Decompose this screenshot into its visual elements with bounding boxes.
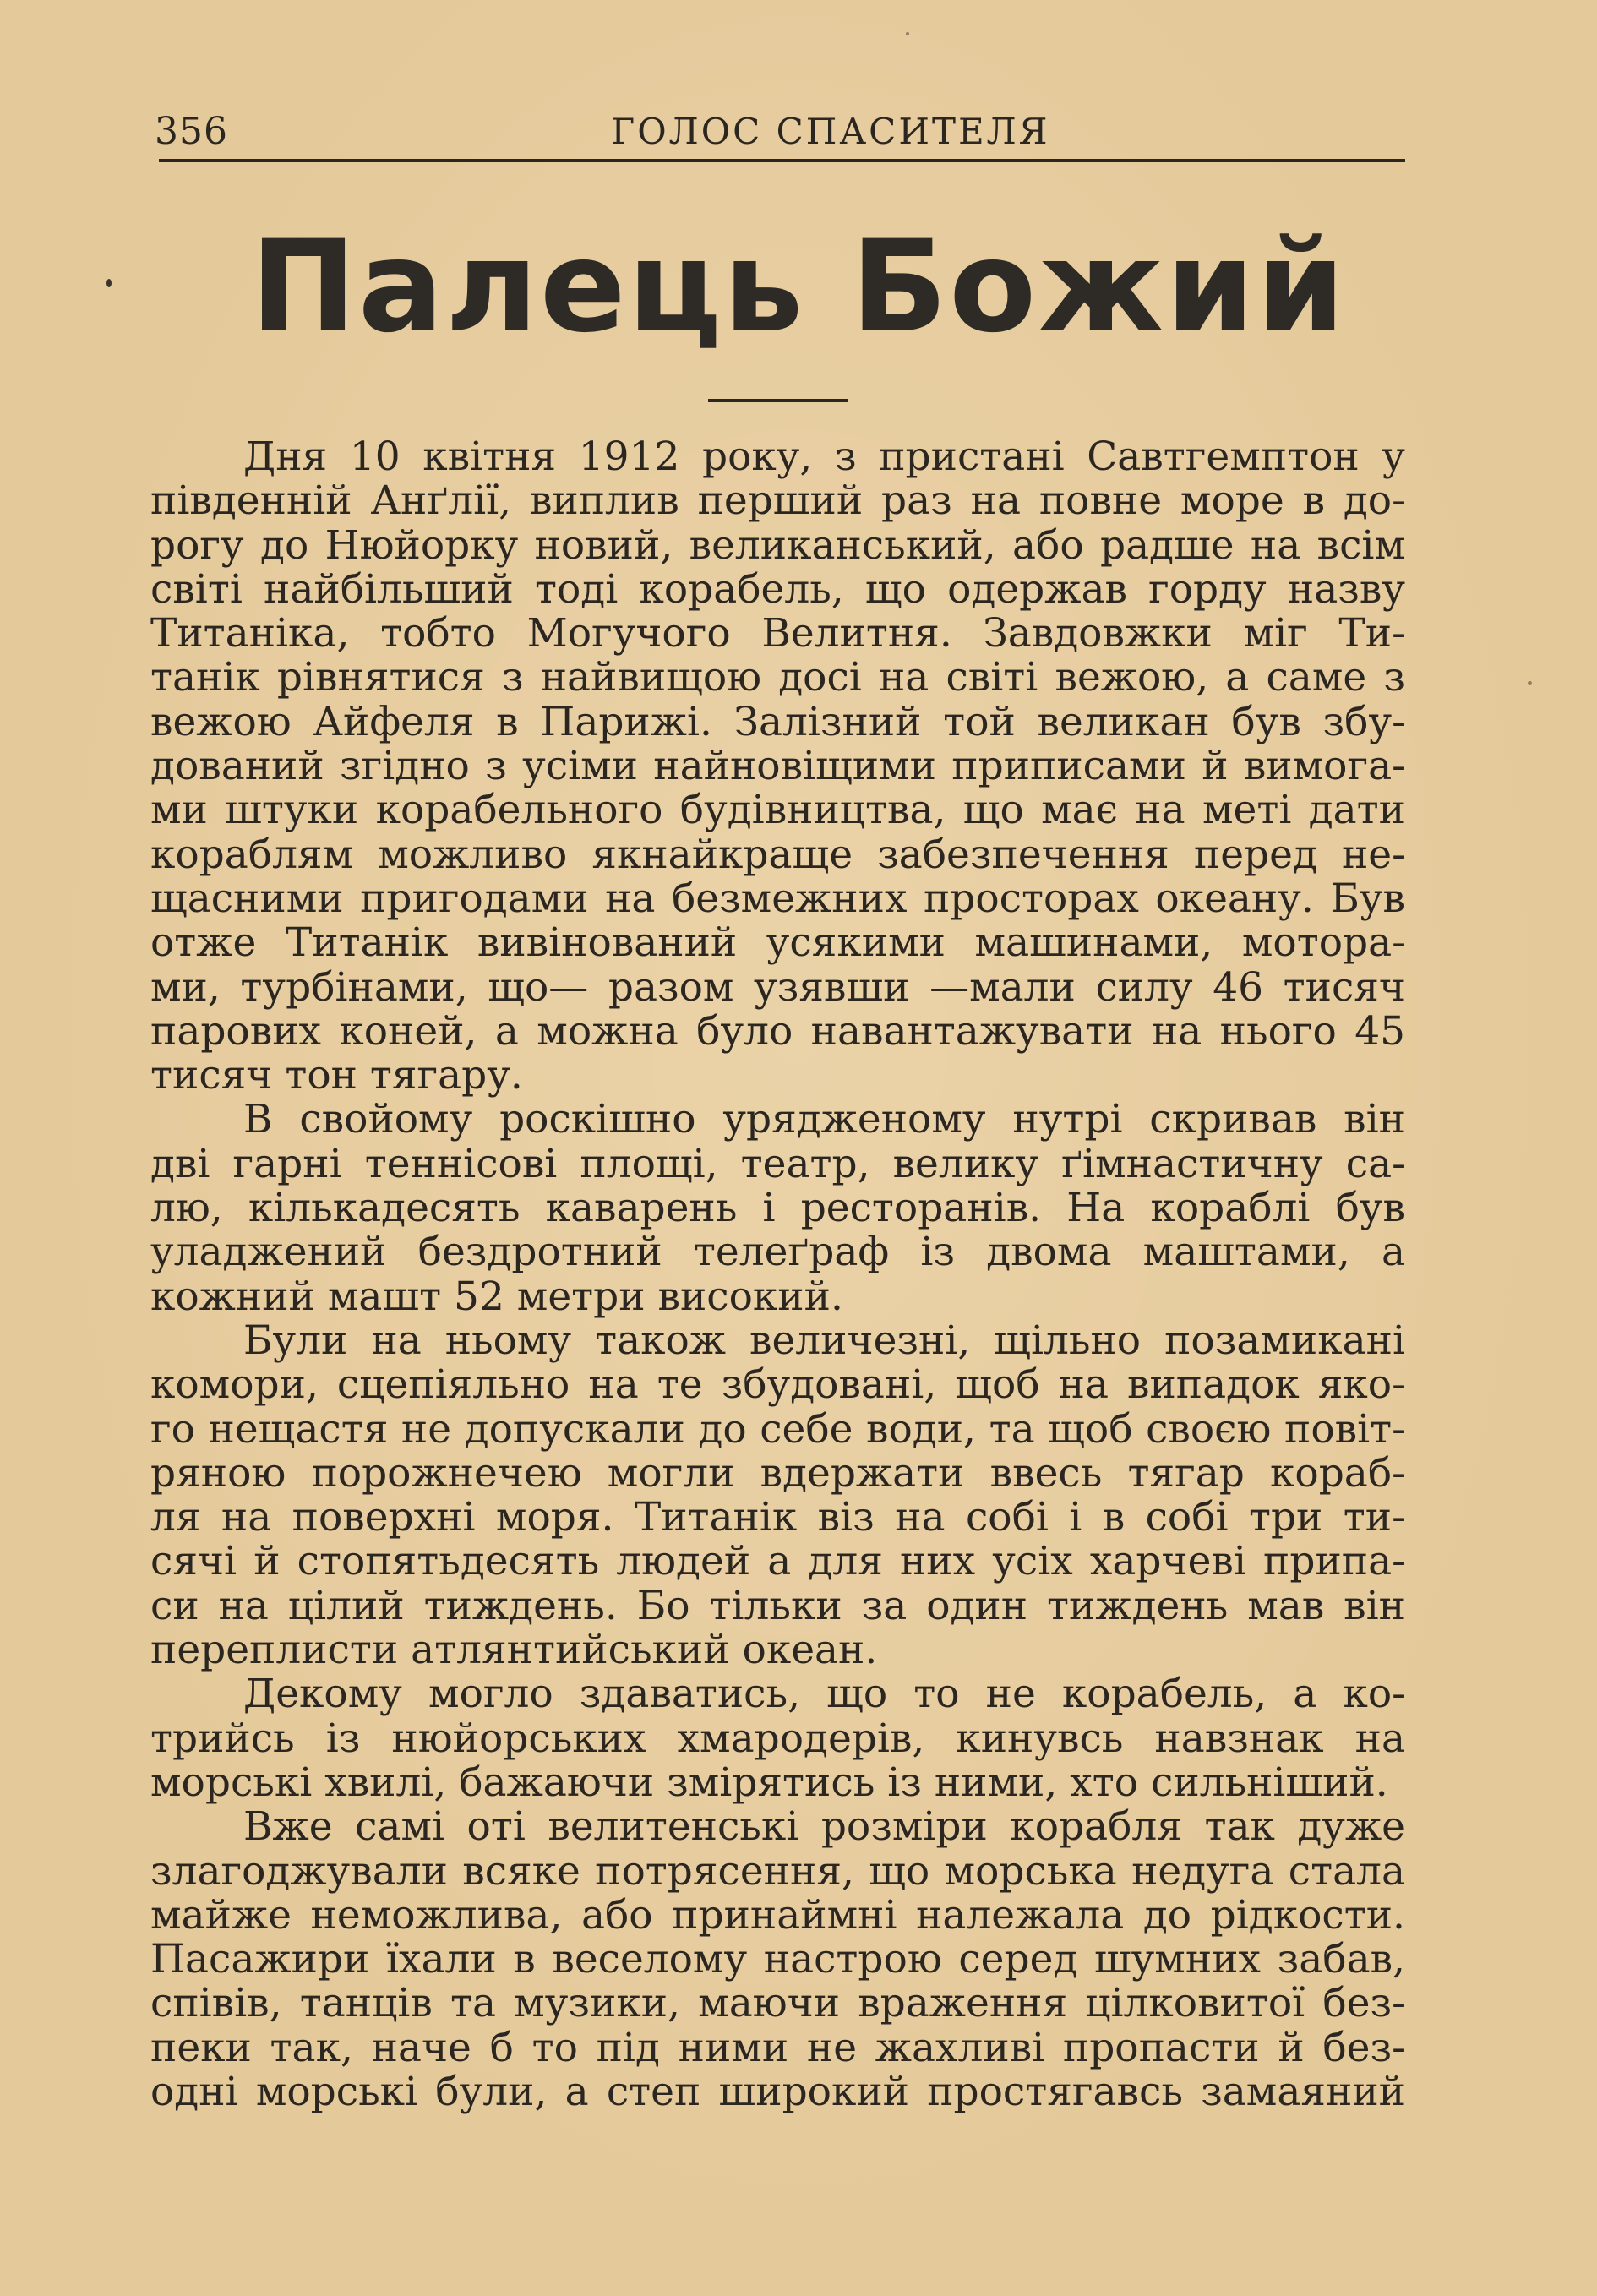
text-line: дві гарні теннісові площі, театр, велику ґімнастичну са- [150, 1142, 1405, 1187]
text-line: Декому могло здаватись, що то не корабель, а ко- [243, 1672, 1405, 1717]
text-line: щасними пригодами на безмежних просторах океану. Був [150, 876, 1405, 922]
text-line: рогу до Нюйорку новий, великанський, або радше на всім [150, 523, 1405, 568]
text-line: Дня 10 квітня 1912 року, з пристані Савтгемптон у [243, 435, 1405, 480]
article-body [150, 435, 1405, 2114]
page-number: 356 [155, 110, 228, 153]
text-line: вежою Айфеля в Парижі. Залізний той великан був збу- [150, 700, 1405, 745]
text-line: майже неможлива, або принаймні належала до рідкости. [150, 1893, 1405, 1939]
text-line: ми, турбінами, що— разом узявши —мали силу 46 тисяч [150, 965, 1405, 1010]
paper-speck [106, 279, 112, 287]
text-line: комори, сцепіяльно на те збудовані, щоб на випадок яко- [150, 1363, 1405, 1408]
text-line: ряною порожнечею могли вдержати ввесь тягар кораб- [150, 1451, 1405, 1497]
text-line: отже Титанік вивінований усякими машинами, мотора- [150, 921, 1405, 966]
header-rule [159, 159, 1405, 162]
text-line: одні морські були, а степ широкий простягавсь замаяний [150, 2070, 1405, 2115]
text-line: уладжений бездротний телеґраф із двома маштами, а [150, 1230, 1405, 1275]
text-line: тисяч тон тягару. [150, 1054, 523, 1099]
text-line: Пасажири їхали в веселому настрою серед шумних забав, [150, 1938, 1405, 1982]
text-line: південній Анґлії, виплив перший раз на повне море в до- [150, 479, 1405, 524]
text-line: сячі й стопятьдесять людей а для них усіх харчеві припа- [150, 1540, 1405, 1584]
text-line: світі найбільший тоді корабель, що одержав горду назву [150, 567, 1405, 613]
paper-speck [1528, 681, 1532, 685]
text-line: ля на поверхні моря. Титанік віз на собі і в собі три ти- [150, 1496, 1405, 1541]
text-line: ми штуки корабельного будівництва, що має на меті дати [150, 788, 1405, 833]
text-line: си на цілий тиждень. Бо тільки за один тиждень мав він [150, 1584, 1405, 1629]
text-line: кораблям можливо якнайкраще забезпечення перед не- [150, 832, 1405, 877]
text-line: В свойому роскішно урядженому нутрі скривав він [243, 1098, 1405, 1143]
text-line: кожний машт 52 метри високий. [150, 1274, 843, 1319]
running-head: ГОЛОС СПАСИТЕЛЯ [611, 111, 1050, 152]
text-line: співів, танців та музики, маючи враження цілковитої без- [150, 1982, 1405, 2026]
paper-speck [906, 32, 909, 35]
text-line: Були на ньому також величезні, щільно позамикані [243, 1318, 1405, 1364]
text-line: трийсь із нюйорських хмародерів, кинувсь навзнак на [150, 1716, 1405, 1761]
article-title: Палець Божий [250, 214, 1347, 361]
text-line: танік рівнятися з найвищою досі на світі вежою, а саме з [150, 656, 1405, 701]
text-line: парових коней, а можна було навантажувати на нього 45 [150, 1009, 1405, 1055]
text-line: Титаніка, тобто Могучого Велитня. Завдовжки міг Ти- [150, 612, 1405, 657]
text-line: го нещастя не допускали до себе води, та щоб своєю повіт- [150, 1407, 1405, 1452]
page-header [155, 108, 1405, 155]
text-line: морські хвилі, бажаючи змірятись із ними, хто сильніший. [150, 1760, 1388, 1806]
text-line: дований згідно з усіми найновіщими приписами й вимога- [150, 744, 1405, 789]
text-line: злагоджували всяке потрясення, що морська недуга стала [150, 1849, 1405, 1894]
text-line: Вже самі оті велитенські розміри корабля так дуже [243, 1805, 1405, 1850]
title-rule [708, 399, 848, 402]
text-line: пеки так, наче б то під ними не жахливі пропасти й без- [150, 2026, 1405, 2070]
text-line: лю, кількадесять каварень і ресторанів. На кораблі був [150, 1186, 1405, 1231]
text-line: переплисти атлянтийський океан. [150, 1628, 878, 1673]
